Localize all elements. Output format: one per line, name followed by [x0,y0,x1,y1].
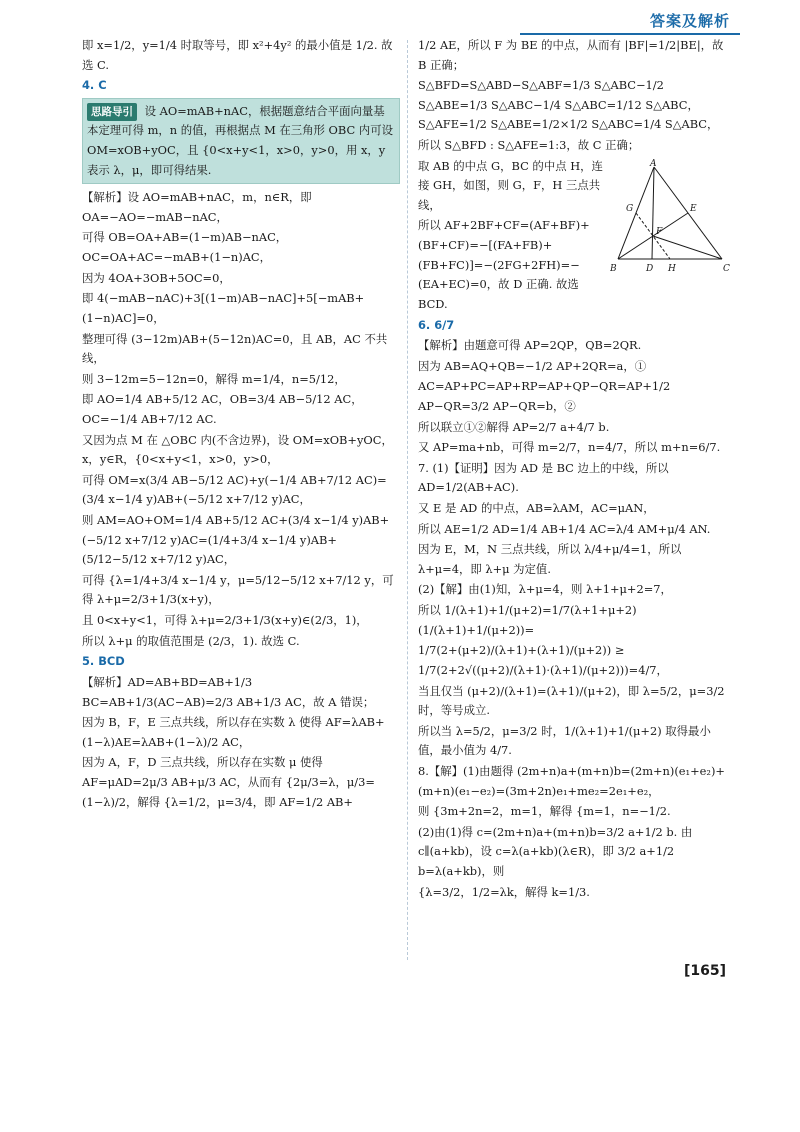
text-line: 又 E 是 AD 的中点，AB=λAM，AC=μAN， [418,501,655,516]
question-7-text: 7. (1)【证明】因为 AD 是 BC 边上的中线，所以 AD=1/2(AB+AC). [418,460,669,495]
text-line: 又 AP=ma+nb，可得 m=2/7，n=4/7，所以 m+n=6/7. [418,440,721,455]
text-line: 可得 OM=x(3/4 AB−5/12 AC)+y(−1/4 AB+7/12 AC)=(3/4 x−1/4 y)AB+(−5/12 x+7/12 y)AC， [82,472,387,507]
text-line: 所以 S△BFD : S△AFE=1:3，故 C 正确； [418,138,640,153]
text-line: 因为 AB=AQ+QB=−1/2 AP+2QR=a，① [418,358,647,373]
text-line: 则 3−12m=5−12n=0，解得 m=1/4，n=5/12， [82,371,346,386]
text-line: 即 x=1/2，y=1/4 时取等号，即 x²+4y² 的最小值是 1/2. 故选 C. [82,38,393,72]
label-c: C [723,263,730,274]
label-d: D [646,263,654,274]
text-line: 所以 AE=1/2 AD=1/4 AB+1/4 AC=λ/4 AM+μ/4 AN. [418,521,711,536]
text-line: 【解析】由题意可得 AP=2QP，QB=2QR. [418,338,642,353]
column-divider [407,40,408,960]
text-line: 所以 1/(λ+1)+1/(μ+2)=1/7(λ+1+μ+2)(1/(λ+1)+1/(μ+2))= [418,603,637,637]
label-a: A [650,158,657,169]
text-line: 即 AO=1/4 AB+5/12 AC，OB=3/4 AB−5/12 AC，OC=−1/4 AB+7/12 AC. [82,392,363,426]
header-rule [520,33,740,35]
text-line: 又因为点 M 在 △OBC 内(不含边界)，设 OM=xOB+yOC，x，y∈R，{0<x+y<1，x>0，y>0， [82,432,393,467]
text-line: 所以当 λ=5/2，μ=3/2 时，1/(λ+1)+1/(μ+2) 取得最小值，最小值为 4/7. [418,723,711,758]
right-column [418,36,730,903]
text-line: 所以 AF+2BF+CF=(AF+BF)+(BF+CF)=−[(FA+FB)+(FB+FC)]=−(2FG+2FH)=−(EA+EC)=0，故 D 正确. 故选 BCD. [418,218,590,311]
triangle-diagram [610,159,730,277]
page-number: [165] [684,963,727,979]
text-line: 因为 E，M，N 三点共线，所以 λ/4+μ/4=1，所以 λ+μ=4，即 λ+μ 为定值. [418,542,682,576]
text-line: AC=AP+PC=AP+RP=AP+QP−QR=AP+1/2 AP−QR=3/2 AP−QR=b，② [418,379,671,413]
text-line: 则 AM=AO+OM=1/4 AB+5/12 AC+(3/4 x−1/4 y)AB+(−5/12 x+7/12 y)AC=(1/4+3/4 x−1/4 y)AB+(5/12−5/12 x+7/12 y)AC， [82,513,390,567]
text-line: (2)【解】由(1)知，λ+μ=4，则 λ+1+μ+2=7， [418,582,672,597]
text-line: 可得 {λ=1/4+3/4 x−1/4 y，μ=5/12−5/12 x+7/12 y，可得 λ+μ=2/3+1/3(x+y)， [82,572,394,607]
idea-guide-badge: 思路导引 [87,103,137,121]
text-line: 取 AB 的中点 G，BC 的中点 H，连接 GH，如图，则 G，F，H 三点共线， [418,158,603,212]
label-b: B [610,263,617,274]
text-line: 则 {3m+2n=2，m=1，解得 {m=1，n=−1/2. [418,804,671,819]
median-ad [652,167,654,259]
page-header-title: 答案及解析 [649,12,730,30]
label-f: F [656,226,663,237]
left-column [82,36,400,813]
text-line: (2)由(1)得 c=(2m+n)a+(m+n)b=3/2 a+1/2 b. 由 c∥(a+kb)，设 c=λ(a+kb)(λ∈R)，即 3/2 a+1/2 b=λ(a+kb)，则 [418,824,693,878]
idea-guide-text: 设 AO=mAB+nAC，根据题意结合平面向量基本定理可得 m，n 的值，再根据点 M 在三角形 OBC 内可设 OM=xOB+yOC，且 {0<x+y<1，x>0，y>0，用 x，y 表示 λ，μ，即可得结果. [87,103,393,177]
label-h: H [668,263,676,274]
text-line: 即 4(−mAB−nAC)+3[(1−m)AB−nAC]+5[−mAB+(1−n)AC]=0， [82,291,365,325]
text-line: S△BFD=S△ABD−S△ABF=1/3 S△ABC−1/2 S△ABE=1/3 S△ABC−1/4 S△ABC=1/12 S△ABC，S△AFE=1/2 S△ABE=1/2×1/2 S△ABC=1/4 S△ABC， [418,78,719,132]
label-e: E [690,203,697,214]
text-line: 所以联立①②解得 AP=2/7 a+4/7 b. [418,419,610,434]
question-4-number: 4. C [82,78,107,93]
text-line: 1/7(2+(μ+2)/(λ+1)+(λ+1)/(μ+2)) ≥ 1/7(2+2√((μ+2)/(λ+1)·(λ+1)/(μ+2)))=4/7， [418,643,668,677]
text-line: 因为 B，F，E 三点共线，所以存在实数 λ 使得 AF=λAB+(1−λ)AE=λAB+(1−λ)/2 AC， [82,715,385,749]
text-line: 1/2 AE，所以 F 为 BE 的中点，从而有 |BF|=1/2|BE|，故 B 正确； [418,38,724,72]
text-line: 【解析】AD=AB+BD=AB+1/3 BC=AB+1/3(AC−AB)=2/3 AB+1/3 AC，故 A 错误； [82,674,375,709]
text-line: {λ=3/2，1/2=λk，解得 k=1/3. [418,884,590,899]
text-line: 所以 λ+μ 的取值范围是 (2/3，1). 故选 C. [82,633,300,648]
question-6-number: 6. 6/7 [418,317,455,332]
label-g: G [626,203,634,214]
idea-guide-box [82,98,400,184]
segment-fc [653,236,722,259]
text-line: 因为 A，F，D 三点共线，所以存在实数 μ 使得 AF=μAD=2μ/3 AB+μ/3 AC，从而有 {2μ/3=λ，μ/3=(1−λ)/2，解得 {λ=1/2，μ=3/4，即 AF=1/2 AB+ [82,755,375,809]
question-5-number: 5. BCD [82,654,125,669]
text-line: 【解析】设 AO=mAB+nAC，m，n∈R，即 OA=−AO=−mAB−nAC， [82,190,312,224]
text-line: 且 0<x+y<1，可得 λ+μ=2/3+1/3(x+y)∈(2/3，1)， [82,613,368,628]
question-8-text: 8.【解】(1)由题得 (2m+n)a+(m+n)b=(2m+n)(e₁+e₂)+(m+n)(e₁−e₂)=(3m+2n)e₁+me₂=2e₁+e₂， [418,763,725,798]
text-line: 整理可得 (3−12m)AB+(5−12n)AC=0，且 AB，AC 不共线， [82,331,388,366]
text-line: 可得 OB=OA+AB=(1−m)AB−nAC，OC=OA+AC=−mAB+(1−n)AC， [82,230,288,265]
text-line: 当且仅当 (μ+2)/(λ+1)=(λ+1)/(μ+2)，即 λ=5/2，μ=3/2 时，等号成立. [418,683,725,718]
text-line: 因为 4OA+3OB+5OC=0， [82,270,231,285]
